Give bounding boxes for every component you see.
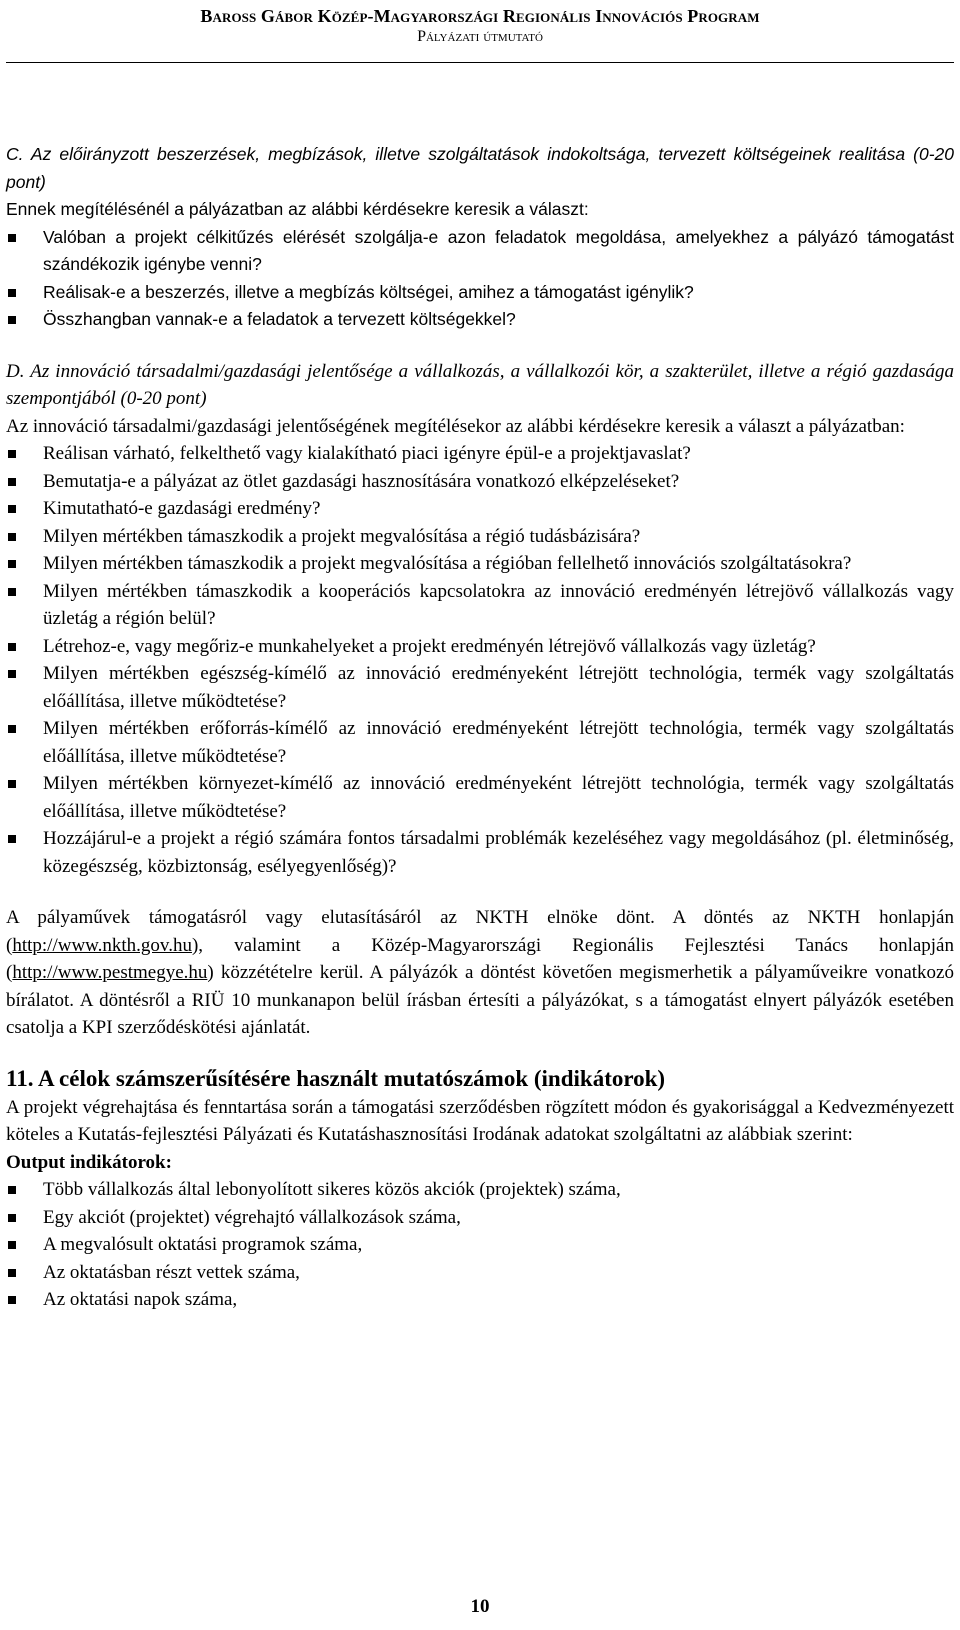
list-item: Milyen mértékben támaszkodik a kooperációs kapcsolatokra az innováció eredményén létrejövő vállalkozás vagy üzletág a régión belül? <box>6 578 954 633</box>
bullet-icon <box>8 505 16 513</box>
section-d-intro: Az innováció társadalmi/gazdasági jelentőségének megítélésekor az alábbi kérdésekre keresik a választ a pályázatban: <box>6 415 905 437</box>
list-item: Több vállalkozás által lebonyolított sikeres közös akciók (projektek) száma, <box>6 1176 954 1204</box>
page-header <box>0 6 960 48</box>
bullet-icon <box>8 478 16 486</box>
list-item: Az oktatásban részt vettek száma, <box>6 1259 954 1287</box>
spacer <box>6 1042 954 1064</box>
bullet-icon <box>8 643 16 651</box>
list-item: Reálisan várható, felkelthető vagy kialakítható piaci igényre épül-e a projektjavaslat? <box>6 440 954 468</box>
page-content <box>6 141 954 1314</box>
output-indicators-label: Output indikátorok: <box>6 1151 172 1173</box>
list-item: Bemutatja-e a pályázat az ötlet gazdasági hasznosítására vonatkozó elképzeléseket? <box>6 468 954 496</box>
bullet-icon <box>8 1296 16 1304</box>
bullet-icon <box>8 725 16 733</box>
list-item: Milyen mértékben támaszkodik a projekt megvalósítása a régióban fellelhető innovációs szolgáltatásokra? <box>6 550 954 578</box>
header-subtitle: Pályázati útmutató <box>417 28 543 45</box>
list-item: Reálisak-e a beszerzés, illetve a megbízás költségei, amihez a támogatást igénylik? <box>6 279 954 307</box>
bullet-icon <box>8 289 16 297</box>
section-c-list <box>6 224 954 334</box>
section-11-paragraph: A projekt végrehajtása és fenntartása során a támogatási szerződésben rögzített módon és gyakorisággal a Kedvezményezett köteles a Kutatás-fejlesztési Pályázati és Kutatáshasznosítási Irodának adatokat szolgáltatni az alábbiak szerint: <box>6 1096 954 1145</box>
list-item: A megvalósult oktatási programok száma, <box>6 1231 954 1259</box>
list-item: Valóban a projekt célkitűzés elérését szolgálja-e azon feladatok megoldása, amelyekhez a pályázó támogatást szándékozik igénybe venni? <box>6 224 954 279</box>
bullet-icon <box>8 835 16 843</box>
bullet-icon <box>8 670 16 678</box>
bullet-icon <box>8 1214 16 1222</box>
list-item: Az oktatási napok száma, <box>6 1286 954 1314</box>
nkth-link[interactable]: http://www.nkth.gov.hu <box>12 934 192 956</box>
section-c-intro: Ennek megítélésénél a pályázatban az alábbi kérdésekre keresik a választ: <box>6 199 589 219</box>
section-11-heading: 11. A célok számszerűsítésére használt mutatószámok (indikátorok) <box>6 1065 666 1091</box>
bullet-icon <box>8 234 16 242</box>
list-item: Hozzájárul-e a projekt a régió számára fontos társadalmi problémák kezeléséhez vagy megoldásához (pl. életminőség, közegészség, közbiztonság, esélyegyenlőség)? <box>6 825 954 880</box>
header-title: Baross Gábor Közép-Magyarországi Regionális Innovációs Program <box>200 6 760 26</box>
list-item: Milyen mértékben környezet-kímélő az innováció eredményeként létrejött technológia, termék vagy szolgáltatás előállítása, illetve működtetése? <box>6 770 954 825</box>
list-item: Egy akciót (projektet) végrehajtó vállalkozások száma, <box>6 1204 954 1232</box>
list-item: Létrehoz-e, vagy megőriz-e munkahelyeket a projekt eredményén létrejövő vállalkozás vagy üzletág? <box>6 633 954 661</box>
header-divider <box>6 62 954 63</box>
page-number: 10 <box>470 1596 490 1617</box>
section-d-heading: D. Az innováció társadalmi/gazdasági jelentősége a vállalkozás, a vállalkozói kör, a szakterület, illetve a régió gazdasága szempontjából (0-20 pont) <box>6 360 954 409</box>
list-item: Milyen mértékben támaszkodik a projekt megvalósítása a régió tudásbázisára? <box>6 523 954 551</box>
bullet-icon <box>8 560 16 568</box>
bullet-icon <box>8 1269 16 1277</box>
spacer <box>6 334 954 358</box>
bullet-icon <box>8 1241 16 1249</box>
output-indicators-list <box>6 1176 954 1314</box>
section-d-list <box>6 440 954 880</box>
bullet-icon <box>8 450 16 458</box>
spacer <box>6 880 954 904</box>
bullet-icon <box>8 1186 16 1194</box>
list-item: Milyen mértékben egészség-kímélő az innováció eredményeként létrejött technológia, termék vagy szolgáltatás előállítása, illetve működtetése? <box>6 660 954 715</box>
pestmegye-link[interactable]: http://www.pestmegye.hu <box>12 962 208 983</box>
decision-paragraph: A pályaművek támogatásról vagy elutasításáról az NKTH elnöke dönt. A döntés az NKTH honlapján (http://www.nkth.gov.hu), valamint a Közép-Magyarországi Regionális Fejlesztési Tanács honlapján (http://www.pestmegye.hu) közzétételre kerül. A pályázók a döntést követően megismerhetik a pályaműveikre vonatkozó bírálatot. A döntésről a RIÜ 10 munkanapon belül írásban értesíti a pályázókat, s a támogatást elnyert pályázók esetében csatolja a KPI szerződéskötési ajánlatát. <box>6 907 954 1038</box>
section-c-heading: C. Az előirányzott beszerzések, megbízások, illetve szolgáltatások indokoltsága, tervezett költségeinek realitása (0-20 pont) <box>6 144 954 192</box>
bullet-icon <box>8 780 16 788</box>
list-item: Kimutatható-e gazdasági eredmény? <box>6 495 954 523</box>
list-item: Milyen mértékben erőforrás-kímélő az innováció eredményeként létrejött technológia, termék vagy szolgáltatás előállítása, illetve működtetése? <box>6 715 954 770</box>
bullet-icon <box>8 588 16 596</box>
list-item: Összhangban vannak-e a feladatok a tervezett költségekkel? <box>6 306 954 334</box>
bullet-icon <box>8 316 16 324</box>
bullet-icon <box>8 533 16 541</box>
